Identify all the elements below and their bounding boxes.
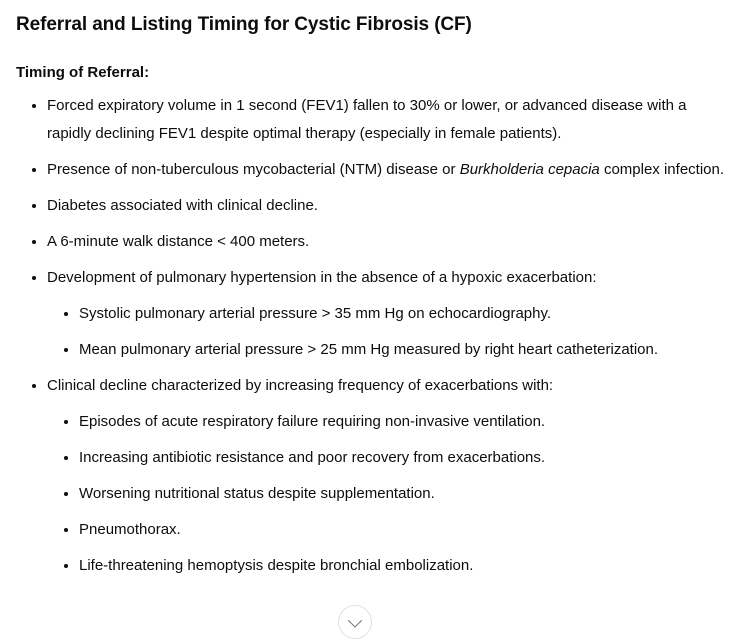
text-segment: Increasing antibiotic resistance and poor recovery from exacerbations. [79, 449, 546, 466]
list-item [47, 264, 731, 364]
sub-list-item [79, 336, 731, 364]
sub-list [47, 300, 731, 364]
sub-list [47, 408, 731, 580]
list-item-text [79, 521, 181, 538]
text-segment: Forced expiratory volume in 1 second (FEV1) fallen to 30% or lower, or advanced disease with a rapidly declining FEV1 despite optimal therapy (especially in female patients). [47, 97, 687, 142]
chevron-down-icon [348, 614, 362, 628]
page-title: Referral and Listing Timing for Cystic Fibrosis (CF) [16, 14, 472, 35]
list-item-text [79, 305, 551, 322]
text-segment: complex infection. [599, 161, 725, 178]
text-segment: Development of pulmonary hypertension in the absence of a hypoxic exacerbation: [47, 269, 597, 286]
list-item-text [47, 233, 309, 250]
list-item-text [79, 341, 658, 358]
text-segment: Systolic pulmonary arterial pressure > 35 mm Hg on echocardiography. [79, 305, 552, 322]
list-item-text [47, 97, 687, 142]
list-item-text [47, 197, 318, 214]
scroll-to-bottom-button[interactable] [338, 605, 372, 639]
list-item [47, 192, 731, 220]
text-segment: Mean pulmonary arterial pressure > 25 mm Hg measured by right heart catheterization. [79, 341, 659, 358]
list-item [47, 372, 731, 580]
text-segment: Diabetes associated with clinical decline. [47, 197, 318, 214]
text-segment: Episodes of acute respiratory failure requiring non-invasive ventilation. [79, 413, 546, 430]
list-item-text [79, 485, 435, 502]
sub-list-item [79, 300, 731, 328]
list-item [47, 156, 731, 184]
text-segment: A 6-minute walk distance < 400 meters. [47, 233, 310, 250]
sub-list-item [79, 408, 731, 436]
sub-list-item [79, 480, 731, 508]
sub-list-item [79, 444, 731, 472]
text-segment: Pneumothorax. [79, 521, 181, 538]
list-item-text [79, 413, 545, 430]
italic-text-segment: Burkholderia cepacia [459, 161, 600, 178]
text-segment: Clinical decline characterized by increasing frequency of exacerbations with: [47, 377, 554, 394]
list-item [47, 228, 731, 256]
list-item [47, 92, 731, 148]
sub-list-item [79, 516, 731, 544]
referral-list [16, 92, 731, 580]
list-item-text [47, 161, 724, 178]
list-item-text [47, 377, 553, 394]
section-heading: Timing of Referral: [16, 64, 150, 81]
list-item-text [47, 269, 597, 286]
sub-list-item [79, 552, 731, 580]
list-item-text [79, 449, 545, 466]
text-segment: Life-threatening hemoptysis despite bronchial embolization. [79, 557, 474, 574]
text-segment: Presence of non-tuberculous mycobacterial (NTM) disease or [47, 161, 460, 178]
list-item-text [79, 557, 473, 574]
text-segment: Worsening nutritional status despite supplementation. [79, 485, 435, 502]
